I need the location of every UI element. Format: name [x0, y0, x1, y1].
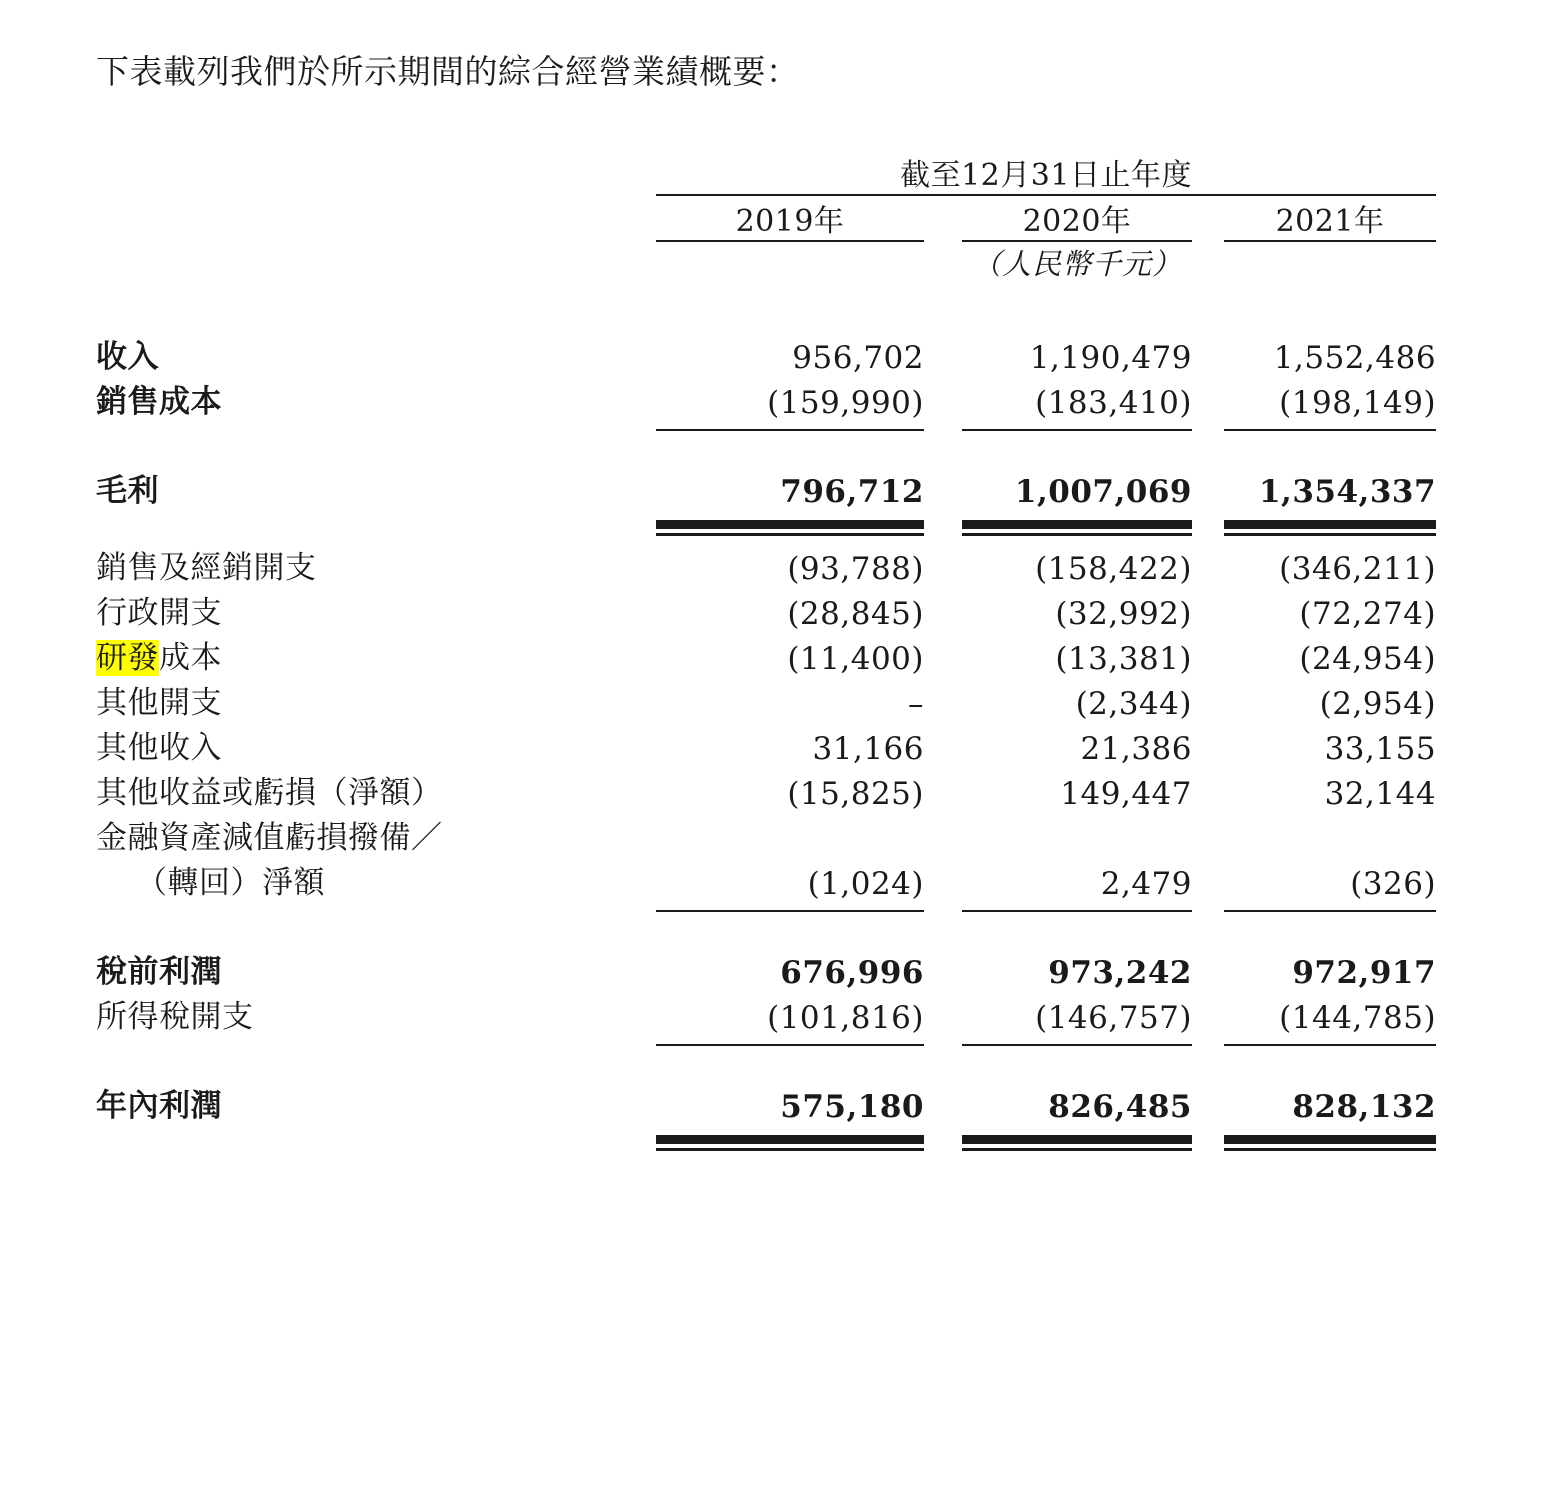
spacer-cell: [1192, 722, 1224, 767]
rule-2020: [962, 421, 1192, 431]
spacer-cell: [924, 677, 962, 722]
spacer-cell: [924, 1080, 962, 1125]
rule-2021: [1224, 1036, 1436, 1046]
row-label-impairment-line2: （轉回）淨額: [136, 865, 325, 901]
spacer-cell: [1192, 331, 1224, 376]
spacer-cell: [96, 283, 1436, 317]
spacer-row: [96, 317, 1436, 331]
row-value-other-income-2021: 33,155: [1324, 731, 1437, 767]
row-value-administrative-2020: (32,992): [1055, 596, 1192, 632]
spacer-row: [96, 912, 1436, 946]
spacer-cell: [1192, 587, 1224, 632]
row-value-administrative-2021: (72,274): [1299, 596, 1437, 632]
row-value-other-income-2019: 31,166: [812, 731, 924, 767]
spacer-cell: [96, 912, 1436, 946]
table-row: [96, 587, 1436, 632]
spacer-cell: [924, 196, 962, 240]
table-row: [96, 632, 1436, 677]
table-row: [96, 677, 1436, 722]
table-row: [96, 857, 1436, 902]
row-label-rnd-costs: [96, 632, 656, 677]
row-value-impairment-2019: (1,024): [807, 866, 924, 902]
row-label-other-income: 其他收入: [96, 730, 222, 766]
double-rule-2019: [656, 1125, 924, 1151]
spacer-cell: [1192, 376, 1224, 421]
row-label-other-gains-losses: 其他收益或虧損（淨額）: [96, 775, 443, 811]
row-value-profit-before-tax-2021: 972,917: [1292, 955, 1437, 991]
spacer-cell: [924, 632, 962, 677]
subtotal-rule-row: [96, 902, 1436, 912]
row-value-cost-of-sales-2019: (159,990): [767, 385, 924, 421]
double-rule-2021: [1224, 1125, 1436, 1151]
row-label-profit-for-year: 年內利潤: [96, 1088, 222, 1124]
table-row: [96, 946, 1436, 991]
row-value-gross-profit-2020: 1,007,069: [1014, 474, 1192, 510]
row-value-cost-of-sales-2021: (198,149): [1279, 385, 1437, 421]
table-row: [96, 991, 1436, 1036]
double-rule-2020: [962, 1125, 1192, 1151]
spacer-cell: [924, 1125, 962, 1151]
row-value-other-expenses-2019: –: [908, 686, 924, 722]
table-row: [96, 465, 1436, 510]
spacer-row: [96, 431, 1436, 465]
row-value-impairment-2020: 2,479: [1100, 866, 1192, 902]
row-label-selling-distribution: 銷售及經銷開支: [96, 550, 317, 586]
empty-cell: [96, 242, 656, 283]
row-value-rnd-costs-2020: (13,381): [1055, 641, 1192, 677]
row-value-cost-of-sales-2020: (183,410): [1035, 385, 1192, 421]
empty-cell: [96, 421, 656, 431]
spacer-cell: [1192, 465, 1224, 510]
table-row: [96, 812, 1436, 857]
period-header-row: [96, 150, 1436, 194]
unit-note-row: [96, 242, 1436, 283]
row-value-revenue-2020: 1,190,479: [1029, 340, 1192, 376]
row-value-revenue-2019: 956,702: [792, 340, 924, 376]
spacer-cell: [924, 767, 962, 812]
spacer-row: [96, 283, 1436, 317]
spacer-cell: [962, 812, 1192, 857]
row-value-income-tax-expense-2021: (144,785): [1279, 1000, 1437, 1036]
spacer-cell: [656, 812, 924, 857]
row-value-other-gains-losses-2019: (15,825): [787, 776, 924, 812]
financial-summary-table: [96, 150, 1436, 1151]
table-row: [96, 331, 1436, 376]
total-rule-row: [96, 1125, 1436, 1151]
spacer-cell: [1192, 196, 1224, 240]
spacer-cell: [924, 857, 962, 902]
subtotal-rule-row: [96, 421, 1436, 431]
row-label-other-expenses: 其他開支: [96, 685, 222, 721]
spacer-cell: [924, 991, 962, 1036]
spacer-cell: [1192, 857, 1224, 902]
rule-2021: [1224, 421, 1436, 431]
row-value-profit-for-year-2021: 828,132: [1292, 1089, 1437, 1125]
spacer-cell: [1192, 767, 1224, 812]
spacer-cell: [924, 722, 962, 767]
empty-cell: [96, 1125, 656, 1151]
row-label-profit-before-tax: 稅前利潤: [96, 954, 222, 990]
rule-2020: [962, 902, 1192, 912]
spacer-cell: [1192, 542, 1224, 587]
spacer-cell: [924, 331, 962, 376]
year-header-2021: 2021年: [1275, 204, 1385, 239]
table-row: [96, 542, 1436, 587]
spacer-cell: [1192, 902, 1224, 912]
row-label-impairment-line1: 金融資產減值虧損撥備／: [96, 820, 443, 856]
currency-unit-note: （人民幣千元）: [971, 247, 1182, 281]
empty-cell: [96, 902, 656, 912]
spacer-cell: [1192, 421, 1224, 431]
spacer-cell: [924, 812, 962, 857]
row-value-other-expenses-2020: (2,344): [1075, 686, 1192, 722]
spacer-cell: [1192, 1125, 1224, 1151]
spacer-cell: [924, 510, 962, 536]
rnd-highlight: 研發: [96, 640, 159, 676]
spacer-cell: [924, 542, 962, 587]
row-value-other-expenses-2021: (2,954): [1319, 686, 1437, 722]
spacer-cell: [924, 376, 962, 421]
row-value-profit-before-tax-2019: 676,996: [780, 955, 924, 991]
spacer-cell: [1192, 946, 1224, 991]
row-label-revenue: 收入: [96, 339, 159, 375]
spacer-row: [96, 1046, 1436, 1080]
rule-2021: [1224, 902, 1436, 912]
row-label-income-tax-expense: 所得稅開支: [96, 999, 254, 1035]
row-value-rnd-costs-2021: (24,954): [1299, 641, 1437, 677]
total-rule-row: [96, 510, 1436, 536]
spacer-cell: [1224, 242, 1436, 283]
subtotal-rule-row: [96, 1036, 1436, 1046]
spacer-cell: [96, 317, 1436, 331]
row-value-income-tax-expense-2020: (146,757): [1035, 1000, 1192, 1036]
rule-2019: [656, 421, 924, 431]
rnd-label-rest: 成本: [159, 640, 222, 676]
row-label-administrative: 行政開支: [96, 595, 222, 631]
empty-cell: [96, 150, 656, 194]
empty-cell: [96, 510, 656, 536]
spacer-cell: [96, 431, 1436, 465]
row-value-profit-for-year-2020: 826,485: [1048, 1089, 1192, 1125]
spacer-cell: [656, 242, 924, 283]
row-value-other-gains-losses-2021: 32,144: [1324, 776, 1437, 812]
row-value-revenue-2021: 1,552,486: [1273, 340, 1437, 376]
spacer-cell: [1192, 677, 1224, 722]
spacer-cell: [924, 242, 962, 283]
row-label-cost-of-sales: 銷售成本: [96, 384, 222, 420]
spacer-cell: [1192, 510, 1224, 536]
spacer-cell: [1192, 991, 1224, 1036]
spacer-cell: [1192, 812, 1224, 857]
row-value-other-income-2020: 21,386: [1080, 731, 1192, 767]
rule-2019: [656, 1036, 924, 1046]
row-value-selling-distribution-2020: (158,422): [1035, 551, 1192, 587]
table-row: [96, 722, 1436, 767]
period-header: 截至12月31日止年度: [900, 158, 1192, 193]
spacer-cell: [924, 1036, 962, 1046]
table-row: [96, 376, 1436, 421]
row-value-profit-before-tax-2020: 973,242: [1048, 955, 1192, 991]
spacer-cell: [924, 421, 962, 431]
spacer-cell: [1192, 242, 1224, 283]
row-label-gross-profit: 毛利: [96, 473, 159, 509]
spacer-cell: [924, 902, 962, 912]
row-value-selling-distribution-2021: (346,211): [1279, 551, 1437, 587]
rule-2020: [962, 1036, 1192, 1046]
row-value-administrative-2019: (28,845): [787, 596, 924, 632]
spacer-cell: [1192, 1080, 1224, 1125]
row-value-gross-profit-2019: 796,712: [780, 474, 924, 510]
row-value-income-tax-expense-2019: (101,816): [767, 1000, 924, 1036]
empty-cell: [96, 1036, 656, 1046]
row-value-gross-profit-2021: 1,354,337: [1258, 474, 1437, 510]
spacer-cell: [924, 946, 962, 991]
intro-paragraph: 下表載列我們於所示期間的綜合經營業績概要：: [96, 52, 800, 91]
table-row: [96, 767, 1436, 812]
table-row: [96, 1080, 1436, 1125]
double-rule-2020: [962, 510, 1192, 536]
rule-2019: [656, 902, 924, 912]
row-value-profit-for-year-2019: 575,180: [780, 1089, 924, 1125]
row-value-impairment-2021: (326): [1350, 866, 1437, 902]
row-value-rnd-costs-2019: (11,400): [787, 641, 924, 677]
double-rule-2019: [656, 510, 924, 536]
spacer-cell: [1192, 632, 1224, 677]
row-value-selling-distribution-2019: (93,788): [787, 551, 924, 587]
double-rule-2021: [1224, 510, 1436, 536]
year-header-2020: 2020年: [1022, 204, 1132, 239]
spacer-cell: [1224, 812, 1436, 857]
spacer-cell: [924, 465, 962, 510]
spacer-cell: [96, 1046, 1436, 1080]
spacer-cell: [924, 587, 962, 632]
empty-cell: [96, 196, 656, 240]
year-header-2019: 2019年: [735, 204, 845, 239]
year-header-row: [96, 196, 1436, 240]
row-value-other-gains-losses-2020: 149,447: [1060, 776, 1192, 812]
spacer-cell: [1192, 1036, 1224, 1046]
